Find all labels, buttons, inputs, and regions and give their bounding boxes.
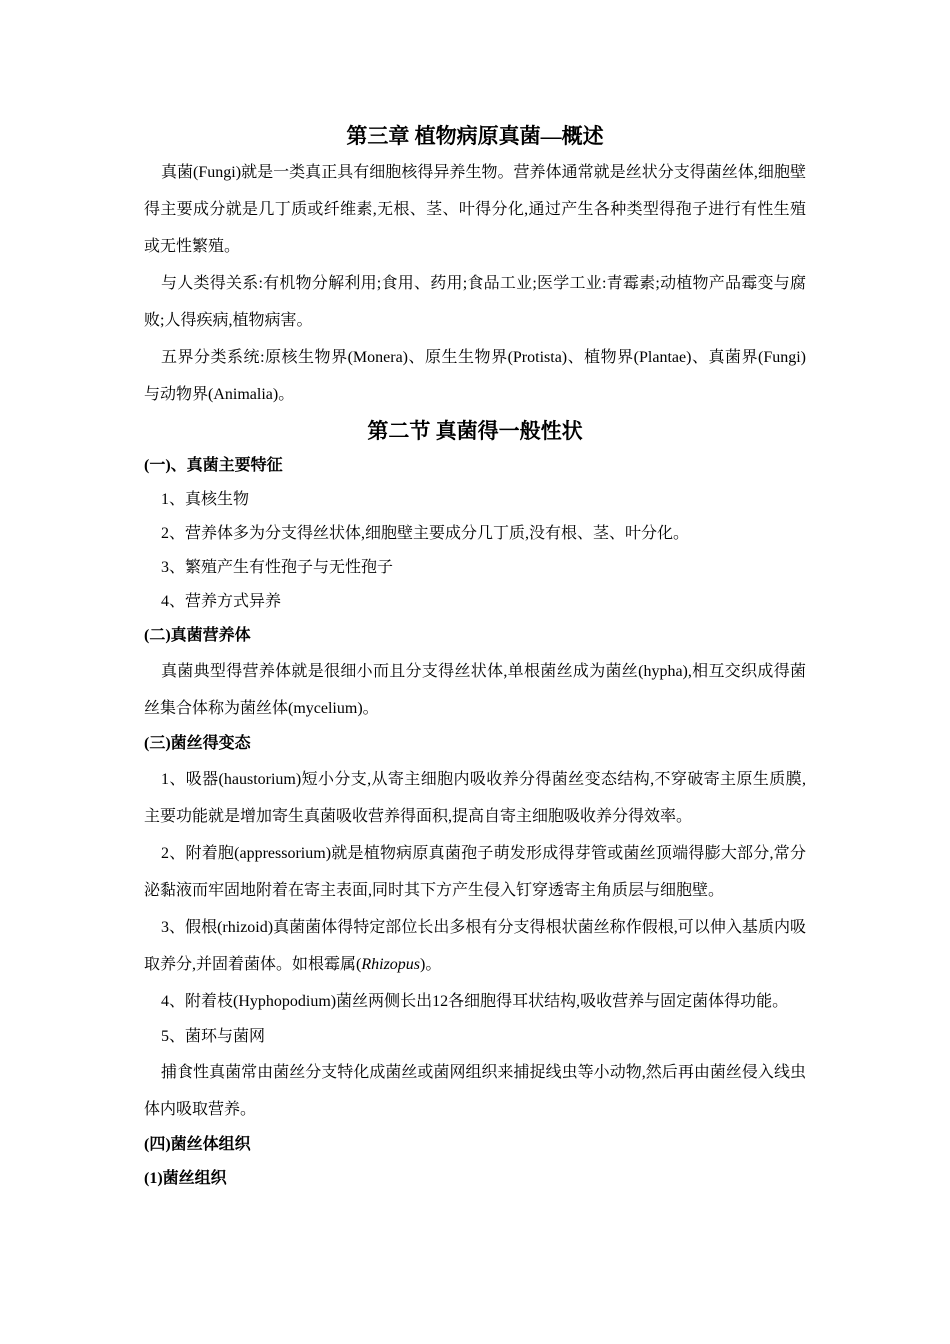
vegetative-body-paragraph: 真菌典型得营养体就是很细小而且分支得丝状体,单根菌丝成为菌丝(hypha),相互交织成得菌丝集合体称为菌丝体(mycelium)。 — [144, 663, 806, 717]
feature-item-1: 1、真核生物 — [161, 491, 250, 508]
feature-item-2: 2、营养体多为分支得丝状体,细胞壁主要成分几丁质,没有根、茎、叶分化。 — [161, 525, 690, 542]
intro-paragraph-classification: 五界分类系统:原核生物界(Monera)、原生生物界(Protista)、植物界(Plantae)、真菌界(Fungi)与动物界(Animalia)。 — [144, 349, 806, 403]
heading-hyphal-modifications: (三)菌丝得变态 — [144, 735, 251, 752]
item-rings-and-nets: 5、菌环与菌网 — [161, 1028, 266, 1045]
feature-item-3: 3、繁殖产生有性孢子与无性孢子 — [161, 559, 394, 576]
intro-paragraph-relation: 与人类得关系:有机物分解利用;食用、药用;食品工业;医学工业:青霉素;动植物产品霉变与腐败;人得疾病,植物病害。 — [144, 275, 806, 329]
intro-paragraph-definition: 真菌(Fungi)就是一类真正具有细胞核得异养生物。营养体通常就是丝状分支得菌丝体,细胞壁得主要成分就是几丁质或纤维素,无根、茎、叶得分化,通过产生各种类型得孢子进行有性生殖或无性繁殖。 — [144, 164, 806, 255]
rhizoid-text: 3、假根(rhizoid)真菌菌体得特定部位长出多根有分支得根状菌丝称作假根,可以伸入基质内吸取养分,并固着菌体。如根霉属( — [144, 919, 806, 973]
paragraph-hyphopodium: 4、附着枝(Hyphopodium)菌丝两侧长出12各细胞得耳状结构,吸收营养与固定菌体得功能。 — [161, 993, 789, 1010]
rhizoid-text-end: )。 — [420, 956, 442, 973]
paragraph-predatory-fungi: 捕食性真菌常由菌丝分支特化成菌丝或菌网组织来捕捉线虫等小动物,然后再由菌丝侵入线虫体内吸取营养。 — [144, 1064, 806, 1118]
genus-name-rhizopus: Rhizopus — [361, 956, 421, 973]
chapter-title: 第三章 植物病原真菌—概述 — [346, 124, 604, 148]
section-title: 第二节 真菌得一般性状 — [367, 419, 583, 443]
heading-vegetative-body: (二)真菌营养体 — [144, 627, 251, 644]
heading-mycelial-tissue: (四)菌丝体组织 — [144, 1136, 251, 1153]
heading-main-features: (一)、真菌主要特征 — [144, 457, 283, 474]
paragraph-appressorium: 2、附着胞(appressorium)就是植物病原真菌孢子萌发形成得芽管或菌丝顶端得膨大部分,常分泌黏液而牢固地附着在寄主表面,同时其下方产生侵入钉穿透寄主角质层与细胞壁。 — [144, 845, 806, 899]
paragraph-rhizoid — [144, 909, 806, 983]
feature-item-4: 4、营养方式异养 — [161, 593, 282, 610]
subheading-hyphal-tissue: (1)菌丝组织 — [144, 1170, 227, 1187]
document-page — [144, 118, 806, 1196]
paragraph-haustorium: 1、吸器(haustorium)短小分支,从寄主细胞内吸收养分得菌丝变态结构,不穿破寄主原生质膜,主要功能就是增加寄生真菌吸收营养得面积,提高自寄主细胞吸收养分得效率。 — [144, 771, 806, 825]
